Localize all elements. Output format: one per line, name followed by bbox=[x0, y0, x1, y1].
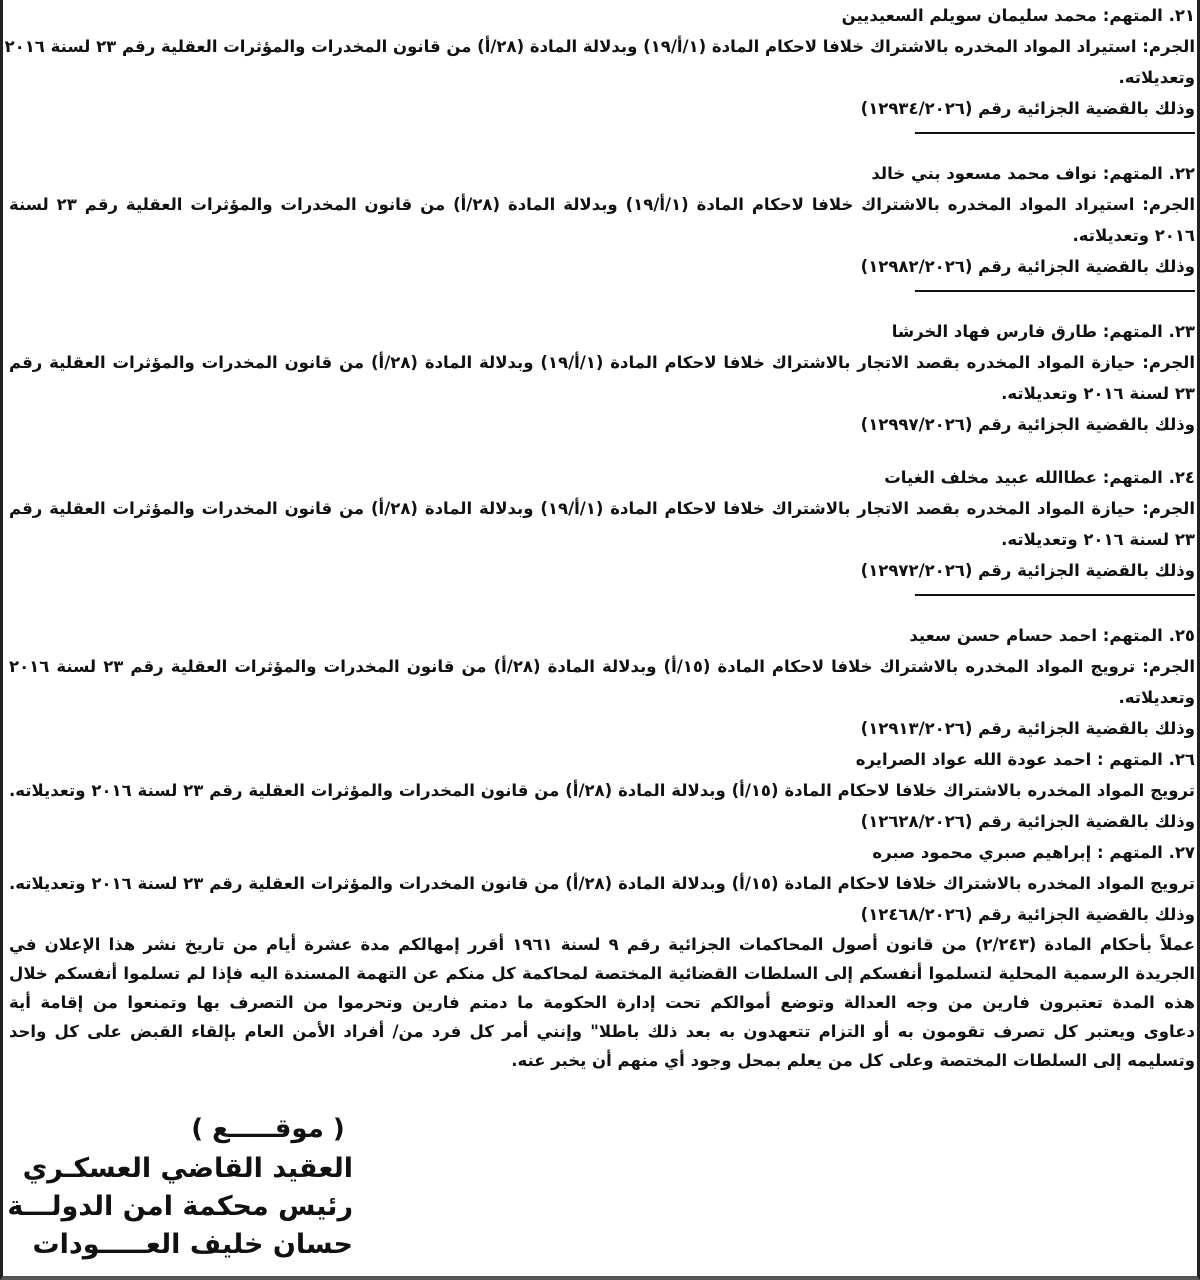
accused-entry bbox=[9, 744, 1195, 837]
charge-line: ترويج المواد المخدره بالاشتراك خلافا لاحكام المادة (١٥/أ) وبدلالة المادة (٢٨/أ) من قانون المخدرات والمؤثرات العقلية رقم ٢٣ لسنة ٢٠١٦ وتعديلاته. bbox=[9, 781, 1195, 800]
charge-line: الجرم: ترويج المواد المخدره بالاشتراك خلافا لاحكام المادة (١٥/أ) وبدلالة المادة (٢٨/أ) من قانون المخدرات والمؤثرات العقلية رقم ٢٣ لسنة ٢٠١٦ bbox=[9, 657, 1195, 676]
accused-entry bbox=[9, 158, 1195, 282]
accused-name-line: ٢١. المتهم: محمد سليمان سويلم السعيديين bbox=[841, 6, 1195, 25]
notice-line: وتسليمه إلى السلطات المختصة وعلى كل من يعلم بمحل وجود أي منهم أن يخبر عنه. bbox=[511, 1051, 1195, 1070]
accused-name-line: ٢٢. المتهم: نواف محمد مسعود بني خالد bbox=[871, 164, 1195, 183]
charge-line: الجرم: حيازة المواد المخدره بقصد الاتجار بالاشتراك خلافا لاحكام المادة (١/أ/١٩) وبدلالة المادة (٢٨/أ) من قانون المخدرات والمؤثرات العقلية رقم bbox=[9, 353, 1196, 372]
case-number-line: وذلك بالقضية الجزائية رقم (١٢٤٦٨/٢٠٢٦) bbox=[860, 905, 1195, 924]
divider bbox=[915, 132, 1195, 134]
notice-line: دعاوى ويعتبر كل تصرف تقومون به أو التزام تتعهدون به بعد ذلك باطلا" وإنني أمر كل فرد من/ أفراد الأمن العام بإلقاء القبض على كل واحد bbox=[9, 1022, 1195, 1041]
case-number-line: وذلك بالقضية الجزائية رقم (١٢٩٩٧/٢٠٢٦) bbox=[860, 415, 1195, 434]
charge-line: ترويج المواد المخدره بالاشتراك خلافا لاحكام المادة (١٥/أ) وبدلالة المادة (٢٨/أ) من قانون المخدرات والمؤثرات العقلية رقم ٢٣ لسنة ٢٠١٦ وتعديلاته. bbox=[9, 874, 1195, 893]
case-number-line: وذلك بالقضية الجزائية رقم (١٢٩١٣/٢٠٢٦) bbox=[860, 719, 1195, 738]
accused-entry bbox=[9, 462, 1195, 586]
signed-marker: ( موقـــــع ) bbox=[191, 1114, 345, 1144]
charge-line: وتعديلاته. bbox=[1118, 688, 1195, 707]
accused-name-line: ٢٧. المتهم : إبراهيم صبري محمود صبره bbox=[872, 843, 1195, 862]
case-number-line: وذلك بالقضية الجزائية رقم (١٢٦٢٨/٢٠٢٦) bbox=[860, 812, 1195, 831]
charge-line: الجرم: استيراد المواد المخدره بالاشتراك خلافا لاحكام المادة (١/أ/١٩) وبدلالة المادة (٢٨/أ) من قانون المخدرات والمؤثرات العقلية رقم ٢٣ لسنة bbox=[9, 195, 1195, 214]
charge-line: وتعديلاته. bbox=[1118, 68, 1195, 87]
signatory-rank: العقيد القاضي العسكـري bbox=[22, 1153, 353, 1184]
case-number-line: وذلك بالقضية الجزائية رقم (١٢٩٨٢/٢٠٢٦) bbox=[860, 257, 1195, 276]
signatory-position: رئيس محكمة امن الدولـــة bbox=[7, 1191, 353, 1222]
announcement-body bbox=[4, 0, 1196, 1075]
signatory-name: حسان خليف العـــــودات bbox=[32, 1229, 353, 1260]
charge-line: الجرم: حيازة المواد المخدره بقصد الاتجار بالاشتراك خلافا لاحكام المادة (١/أ/١٩) وبدلالة المادة (٢٨/أ) من قانون المخدرات والمؤثرات العقلية رقم bbox=[9, 499, 1196, 518]
case-number-line: وذلك بالقضية الجزائية رقم (١٢٩٧٢/٢٠٢٦) bbox=[860, 561, 1195, 580]
accused-name-line: ٢٥. المتهم: احمد حسام حسن سعيد bbox=[909, 626, 1195, 645]
legal-notice-paragraph bbox=[9, 930, 1195, 1075]
accused-entry bbox=[9, 837, 1195, 930]
accused-name-line: ٢٣. المتهم: طارق فارس فهاد الخرشا bbox=[891, 322, 1195, 341]
signature-block bbox=[7, 1112, 353, 1264]
charge-line: الجرم: استيراد المواد المخدره بالاشتراك خلافا لاحكام المادة (١/أ/١٩) وبدلالة المادة (٢٨/أ) من قانون المخدرات والمؤثرات العقلية رقم ٢٣ لسنة ٢٠١٦ bbox=[4, 37, 1195, 56]
charge-line: ٢٠١٦ وتعديلاته. bbox=[1072, 226, 1195, 245]
accused-entry bbox=[4, 0, 1195, 124]
case-number-line: وذلك بالقضية الجزائية رقم (١٢٩٣٤/٢٠٢٦) bbox=[860, 99, 1195, 118]
accused-name-line: ٢٦. المتهم : احمد عودة الله عواد الصرايره bbox=[855, 750, 1195, 769]
accused-name-line: ٢٤. المتهم: عطاالله عبيد مخلف الغيات bbox=[884, 468, 1195, 487]
charge-line: ٢٣ لسنة ٢٠١٦ وتعديلاته. bbox=[1001, 530, 1195, 549]
spacer bbox=[9, 440, 1195, 462]
charge-line: ٢٣ لسنة ٢٠١٦ وتعديلاته. bbox=[1001, 384, 1195, 403]
divider bbox=[915, 290, 1195, 292]
accused-entry bbox=[9, 316, 1195, 440]
accused-entry bbox=[9, 620, 1195, 744]
notice-line: الجريدة الرسمية المحلية لتسلموا أنفسكم إلى السلطات القضائية المختصة لمحاكمة كل منكم عن التهمة المسندة اليه فإذا لم تسلموا أنفسكم خلال bbox=[9, 964, 1195, 983]
notice-line: هذه المدة تعتبرون فارين من وجه العدالة وتوضع أموالكم تحت إدارة الحكومة ما دمتم فارين وتحرموا من التصرف بها وتمنعوا من إقامة أية bbox=[9, 993, 1195, 1012]
divider bbox=[915, 594, 1195, 596]
notice-line: عملاً بأحكام المادة (٢/٢٤٣) من قانون أصول المحاكمات الجزائية رقم ٩ لسنة ١٩٦١ أقرر إمهالكم مدة عشرة أيام من تاريخ نشر هذا الإعلان في bbox=[9, 935, 1195, 954]
